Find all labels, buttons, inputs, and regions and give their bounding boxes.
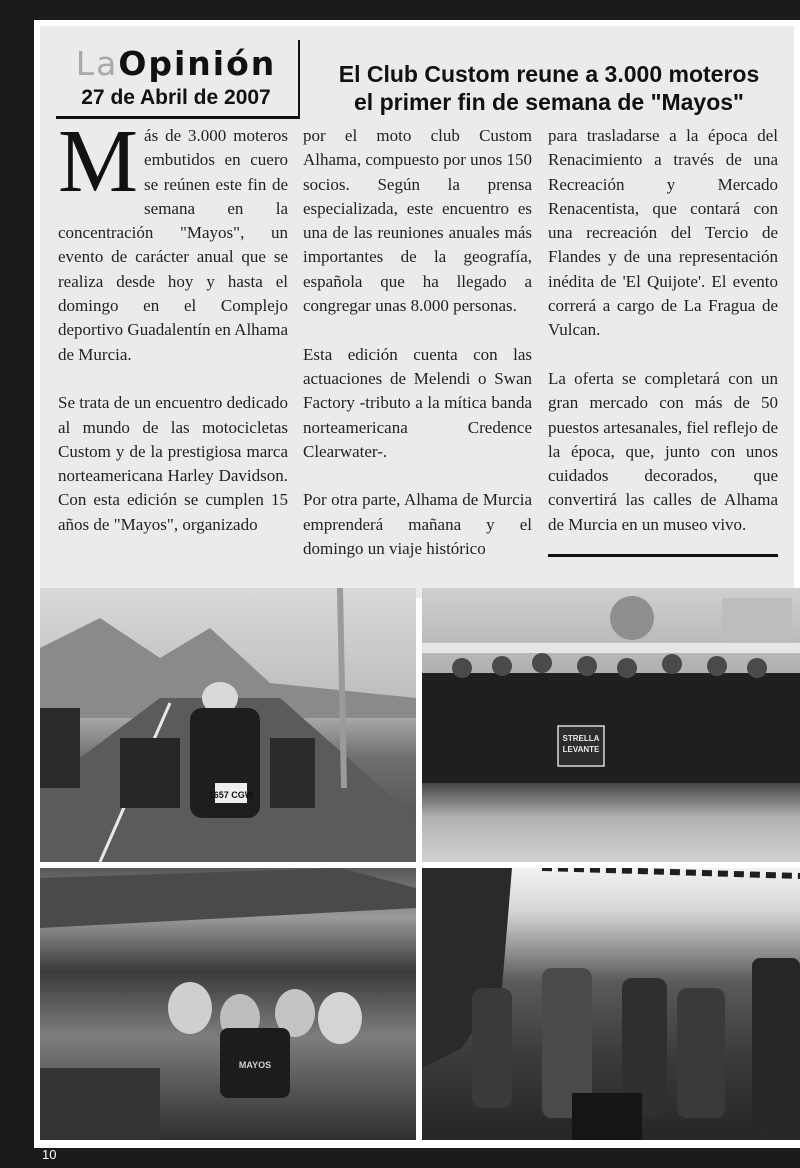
photo-crowd-art	[40, 868, 416, 1140]
column-3	[548, 124, 778, 561]
column-2	[303, 124, 532, 586]
sign-line-1: STRELLA	[562, 734, 600, 743]
paragraph: por el moto club Custom Alhama, compuesto por unos 150 socios. Según la prensa especializada, este encuentro es una de las reuniones anuales más importantes de la geografía, española que ha llegado a congregar unas 8.000 personas.	[303, 126, 532, 316]
photo-motorcycle-parade-art	[40, 588, 416, 862]
license-plate: 1657 CGW	[208, 790, 254, 800]
article-headline	[310, 60, 788, 116]
page-number: 10	[42, 1147, 57, 1162]
paragraph: La oferta se completará con un gran mercado con más de 50 puestos artesanales, fiel reflejo de la época, que, junto con unos cuidados decorados, que convertirá las calles de Alhama de Murcia en un museo vivo.	[548, 368, 778, 534]
end-rule	[548, 554, 778, 557]
paragraph: Esta edición cuenta con las actuaciones de Melendi o Swan Factory -tributo a la mítica banda norteamericana Credence Clearwater-.	[303, 344, 532, 461]
photo-biker-group	[422, 588, 800, 862]
paragraph: Por otra parte, Alhama de Murcia emprenderá mañana y el domingo un viaje histórico	[303, 490, 532, 559]
shirt-print: MAYOS	[238, 1060, 272, 1070]
headline-line-2: el primer fin de semana de "Mayos"	[354, 89, 744, 115]
drop-cap: M	[58, 112, 139, 211]
article-panel	[40, 26, 794, 598]
newspaper-logo	[56, 44, 296, 84]
paragraph: para trasladarse a la época del Renacimiento a través de una Recreación y Mercado Renacentista, que contará con una recreación del Tercio de Flandes y de una representación inédita de 'El Quijote'. El evento correrá a cargo de La Fragua de Vulcan.	[548, 126, 778, 340]
logo-name: Opinión	[118, 44, 277, 83]
photo-motorcycle-parade	[40, 588, 416, 862]
column-1	[58, 112, 288, 561]
paragraph	[58, 112, 288, 367]
headline-line-1: El Club Custom reune a 3.000 moteros	[338, 61, 760, 87]
logo-la: La	[75, 44, 119, 83]
photo-crowd	[40, 868, 416, 1140]
publication-date: 27 de Abril de 2007	[81, 86, 271, 109]
magazine-page	[34, 20, 800, 1148]
paragraph: Se trata de un encuentro dedicado al mundo de las motocicletas Custom y de la prestigiosa marca norteamericana Harley Davidson. Con esta edición se cumplen 15 años de "Mayos", organizado	[58, 393, 288, 534]
photo-band-stage-art	[422, 868, 800, 1140]
paragraph-text: ás de 3.000 moteros embutidos en cuero se reúnen este fin de semana en la concentración "Mayos", un evento de carácter anual que se realiza desde hoy y hasta el domingo en el Complejo deportivo Guadalentín en Alhama de Murcia.	[58, 126, 288, 364]
photo-biker-group-art	[422, 588, 800, 862]
photo-band-stage	[422, 868, 800, 1140]
sign-line-2: LEVANTE	[562, 745, 600, 754]
masthead	[56, 40, 300, 119]
